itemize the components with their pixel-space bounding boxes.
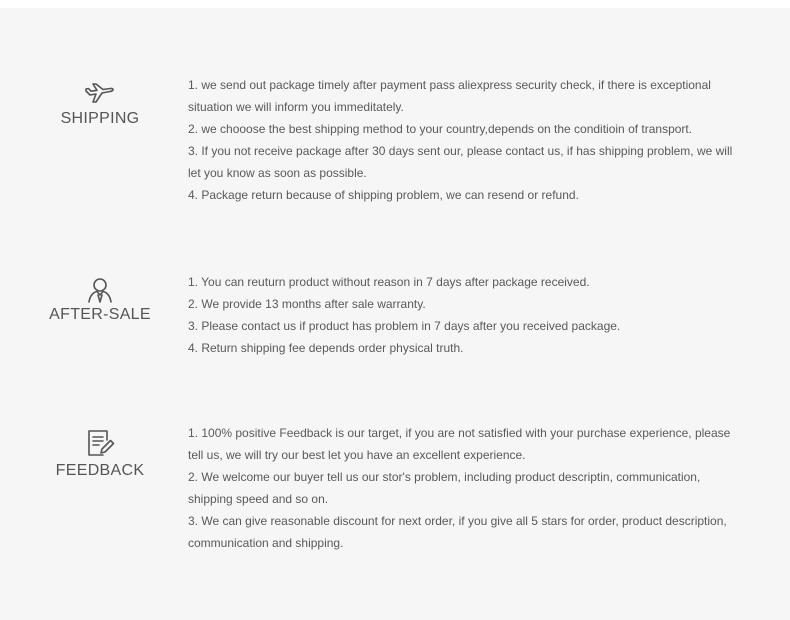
list-item: 2. We provide 13 months after sale warranty. [188,297,426,311]
after-sale-title: AFTER-SALE [49,306,151,323]
list-item: 1. we send out package timely after payment pass aliexpress security check, if there is exceptional situation we will inform you immeditately. [188,78,711,114]
shipping-list [188,74,733,206]
list-item: 2. we chooose the best shipping method to your country,depends on the conditioin of transport. [188,122,693,136]
shipping-header [40,82,160,128]
document-edit-icon [85,428,115,458]
list-item: 4. Return shipping fee depends order physical truth. [188,341,464,355]
shipping-title: SHIPPING [60,110,140,127]
after-sale-list [188,271,733,359]
list-item: 1. 100% positive Feedback is our target, if you are not satisfied with your purchase experience, please tell us, we will try our best let you have an excellent experience. [188,426,731,462]
list-item: 3. If you not receive package after 30 days sent our, please contact us, if has shipping problem, we will let you know as soon as possible. [188,144,733,180]
after-sale-header [40,276,160,324]
list-item: 2. We welcome our buyer tell us our stor's problem, including product descriptin, communication, shipping speed and so on. [188,470,701,506]
list-item: 3. We can give reasonable discount for next order, if you give all 5 stars for order, product description, communication and shipping. [188,514,727,550]
list-item: 1. You can reuturn product without reason in 7 days after package received. [188,275,590,289]
list-item: 3. Please contact us if product has problem in 7 days after you received package. [188,319,621,333]
feedback-header [40,428,160,480]
list-item: 4. Package return because of shipping problem, we can resend or refund. [188,188,579,202]
airplane-icon [83,82,117,106]
feedback-list [188,422,733,554]
feedback-title: FEEDBACK [55,462,145,479]
info-panel [0,8,790,620]
person-icon [86,276,114,304]
